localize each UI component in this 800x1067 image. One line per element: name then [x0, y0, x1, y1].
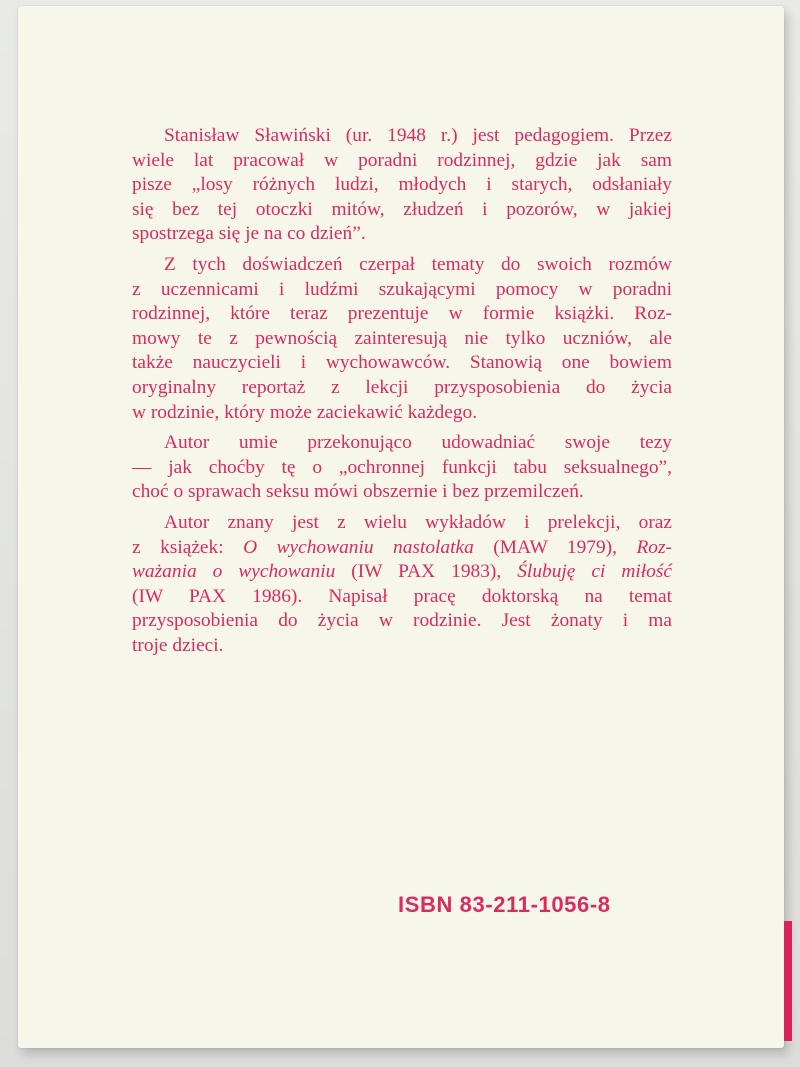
text-line: się bez tej otoczki mitów, złudzeń i pozorów, w jakiej: [132, 198, 672, 220]
text-line: w rodzinie, który może zaciekawić każdego.: [132, 401, 478, 423]
text-line: — jak choćby tę o „ochronnej funkcji tabu seksualnego”,: [132, 456, 672, 478]
text-line: z uczennicami i ludźmi szukającymi pomocy w poradni: [132, 278, 672, 300]
text-line: rodzinnej, które teraz prezentuje w formie książki. Roz-: [132, 303, 672, 325]
bio-paragraph-4: [132, 511, 672, 659]
book-title-italic: Roz-: [636, 536, 672, 558]
book-title-italic: ważania o wychowaniu: [132, 561, 336, 583]
text-line: Stanisław Sławiński (ur. 1948 r.) jest pedagogiem. Przez: [164, 125, 672, 146]
bio-paragraph-2: [132, 253, 672, 425]
text-line: mowy te z pewnością zainteresują nie tylko uczniów, ale: [132, 327, 672, 349]
bio-paragraph-3: [132, 431, 672, 505]
text-line: przysposobienia do życia w rodzinie. Jest żonaty i ma: [132, 610, 672, 632]
text-line: troje dzieci.: [132, 634, 224, 656]
book-title-italic: Ślubuję ci miłość: [517, 561, 673, 583]
text-line: wiele lat pracował w poradni rodzinnej, gdzie jak sam: [132, 149, 672, 171]
text-line: Z tych doświadczeń czerpał tematy do swoich rozmów: [164, 253, 672, 275]
text-line: także nauczycieli i wychowawców. Stanowią one bowiem: [132, 352, 672, 374]
text-line: Autor umie przekonująco udowadniać swoje tezy: [164, 432, 672, 454]
isbn-number: ISBN 83-211-1056-8: [398, 892, 611, 917]
spine-edge-stripe: [784, 921, 792, 1041]
text-line: choć o sprawach seksu mówi obszernie i bez przemilczeń.: [132, 481, 584, 503]
book-title-italic: O wychowaniu nastolatka: [243, 536, 474, 558]
text-line: oryginalny reportaż z lekcji przysposobienia do życia: [132, 376, 672, 398]
text-line: z książek: O wychowaniu nastolatka (MAW 1979), Roz-: [132, 536, 672, 558]
text-line: ważania o wychowaniu (IW PAX 1983), Ślubuję ci miłość: [132, 561, 673, 583]
text-line: (IW PAX 1986). Napisał pracę doktorską na temat: [132, 585, 672, 607]
text-line: pisze „losy różnych ludzi, młodych i starych, odsłaniały: [132, 174, 672, 196]
author-bio-text: [132, 124, 672, 664]
text-line: Autor znany jest z wielu wykładów i prelekcji, oraz: [164, 511, 672, 533]
text-line: spostrzega się je na co dzień”.: [132, 223, 366, 245]
book-back-cover: [18, 6, 784, 1048]
bio-paragraph-1: [132, 124, 672, 247]
